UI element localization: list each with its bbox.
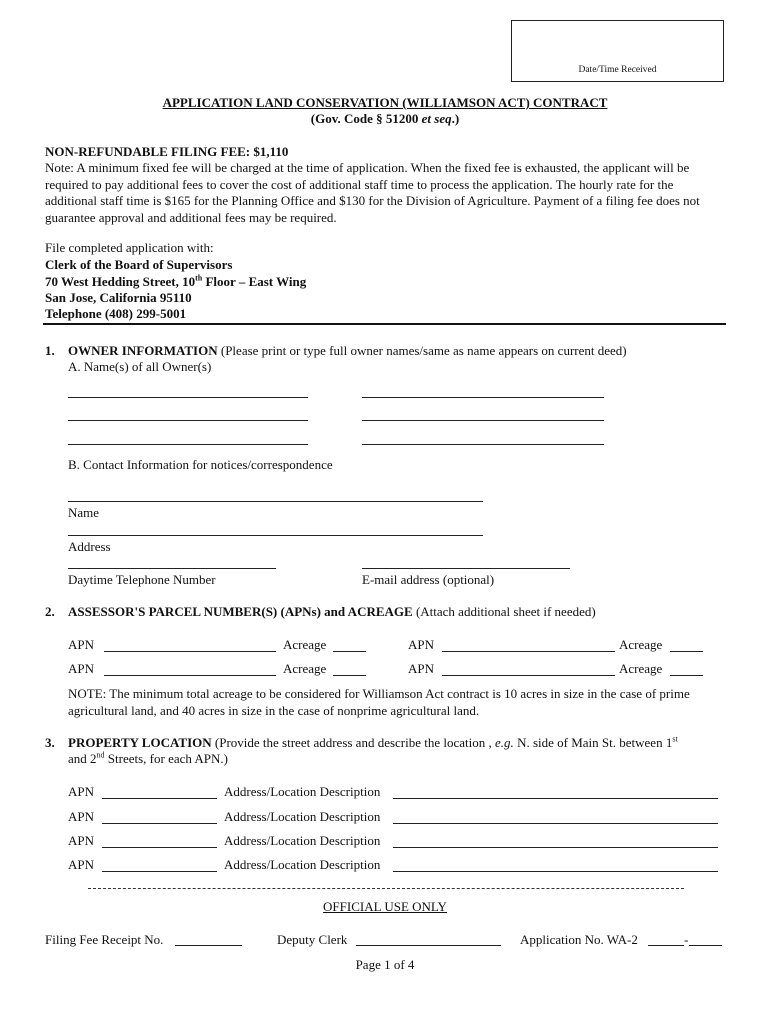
apn-field-3[interactable]	[104, 675, 276, 676]
acreage-field-1[interactable]	[333, 651, 366, 652]
file-with-intro: File completed application with:	[45, 240, 214, 255]
location-desc-field-3[interactable]	[393, 847, 718, 848]
official-use-label: OFFICIAL USE ONLY	[323, 899, 447, 914]
location-apn-field-3[interactable]	[102, 847, 217, 848]
apn-field-1[interactable]	[104, 651, 276, 652]
application-number-separator: -	[684, 932, 689, 947]
contact-phone-field[interactable]	[68, 568, 276, 569]
clerk-name: Clerk of the Board of Supervisors	[45, 257, 233, 272]
clerk-city: San Jose, California 95110	[45, 290, 192, 305]
application-number-field-2[interactable]	[689, 945, 722, 946]
location-apn-label: APN	[68, 857, 95, 872]
location-apn-field-1[interactable]	[102, 798, 217, 799]
apn-field-4[interactable]	[442, 675, 615, 676]
owner-name-field-4[interactable]	[362, 420, 604, 421]
section3-heading: 3. PROPERTY LOCATION (Provide the street address and describe the location , e.g. N. side of Main St. between 1st	[45, 734, 678, 750]
acreage-label: Acreage	[283, 661, 327, 676]
receipt-label: Filing Fee Receipt No.	[45, 932, 164, 947]
acreage-label: Acreage	[619, 661, 663, 676]
owner-names-label: A. Name(s) of all Owner(s)	[68, 359, 212, 374]
deputy-clerk-label: Deputy Clerk	[277, 932, 348, 947]
location-apn-field-2[interactable]	[102, 823, 217, 824]
location-apn-field-4[interactable]	[102, 871, 217, 872]
owner-name-field-1[interactable]	[68, 397, 308, 398]
receipt-field[interactable]	[175, 945, 242, 946]
location-apn-label: APN	[68, 809, 95, 824]
contact-email-field[interactable]	[362, 568, 570, 569]
location-desc-label: Address/Location Description	[224, 833, 381, 848]
section2-heading: 2. ASSESSOR'S PARCEL NUMBER(S) (APNs) and ACREAGE (Attach additional sheet if needed)	[45, 604, 596, 619]
section3-heading-cont: and 2nd Streets, for each APN.)	[68, 750, 228, 766]
owner-name-field-3[interactable]	[68, 420, 308, 421]
apn-label: APN	[68, 661, 95, 676]
owner-name-field-2[interactable]	[362, 397, 604, 398]
location-desc-label: Address/Location Description	[224, 809, 381, 824]
section-divider	[43, 323, 726, 325]
deputy-clerk-field[interactable]	[356, 945, 501, 946]
contact-info-label: B. Contact Information for notices/correspondence	[68, 457, 333, 472]
section1-heading: 1. OWNER INFORMATION (Please print or type full owner names/same as name appears on current deed)	[45, 343, 627, 358]
filing-fee-note: Note: A minimum fixed fee will be charged at the time of application. When the fixed fee is exhausted, the applicant will be required to pay additional fees to cover the cost of additional staff time to process the application. The hourly rate for the additional staff time is $165 for the Planning Office and $130 for the Division of Agriculture. Payment of a filing fee does not guarantee approval and additional fees may be required.	[45, 160, 700, 225]
location-apn-label: APN	[68, 784, 95, 799]
acreage-label: Acreage	[283, 637, 327, 652]
contact-email-label: E-mail address (optional)	[362, 572, 495, 587]
contact-address-label: Address	[68, 539, 111, 554]
location-desc-field-1[interactable]	[393, 798, 718, 799]
date-time-received-box[interactable]	[511, 20, 724, 82]
application-number-label: Application No. WA-2	[520, 932, 638, 947]
owner-name-field-6[interactable]	[362, 444, 604, 445]
location-desc-field-4[interactable]	[393, 871, 718, 872]
apn-field-2[interactable]	[442, 651, 615, 652]
filing-fee-heading: NON-REFUNDABLE FILING FEE: $1,110	[45, 144, 289, 159]
clerk-telephone: Telephone (408) 299-5001	[45, 306, 187, 321]
contact-phone-label: Daytime Telephone Number	[68, 572, 216, 587]
location-desc-label: Address/Location Description	[224, 857, 381, 872]
location-desc-label: Address/Location Description	[224, 784, 381, 799]
form-subtitle: (Gov. Code § 51200 et seq.)	[310, 111, 460, 126]
page-number: Page 1 of 4	[355, 957, 415, 972]
date-time-received-label: Date/Time Received	[578, 65, 657, 75]
location-desc-field-2[interactable]	[393, 823, 718, 824]
contact-name-label: Name	[68, 505, 100, 520]
contact-address-field[interactable]	[68, 535, 483, 536]
apn-label: APN	[408, 637, 435, 652]
owner-name-field-5[interactable]	[68, 444, 308, 445]
official-use-divider	[88, 888, 684, 889]
contact-name-field[interactable]	[68, 501, 483, 502]
apn-label: APN	[408, 661, 435, 676]
location-apn-label: APN	[68, 833, 95, 848]
clerk-address: 70 West Hedding Street, 10th Floor – East Wing	[45, 273, 307, 289]
acreage-field-2[interactable]	[670, 651, 703, 652]
apn-label: APN	[68, 637, 95, 652]
acreage-field-3[interactable]	[333, 675, 366, 676]
acreage-field-4[interactable]	[670, 675, 703, 676]
application-number-field-1[interactable]	[648, 945, 684, 946]
form-title: APPLICATION LAND CONSERVATION (WILLIAMSON ACT) CONTRACT	[162, 95, 608, 110]
acreage-label: Acreage	[619, 637, 663, 652]
acreage-note: NOTE: The minimum total acreage to be considered for Williamson Act contract is 10 acres in size in the case of prime agricultural land, and 40 acres in size in the case of nonprime agricultural land.	[68, 686, 690, 718]
